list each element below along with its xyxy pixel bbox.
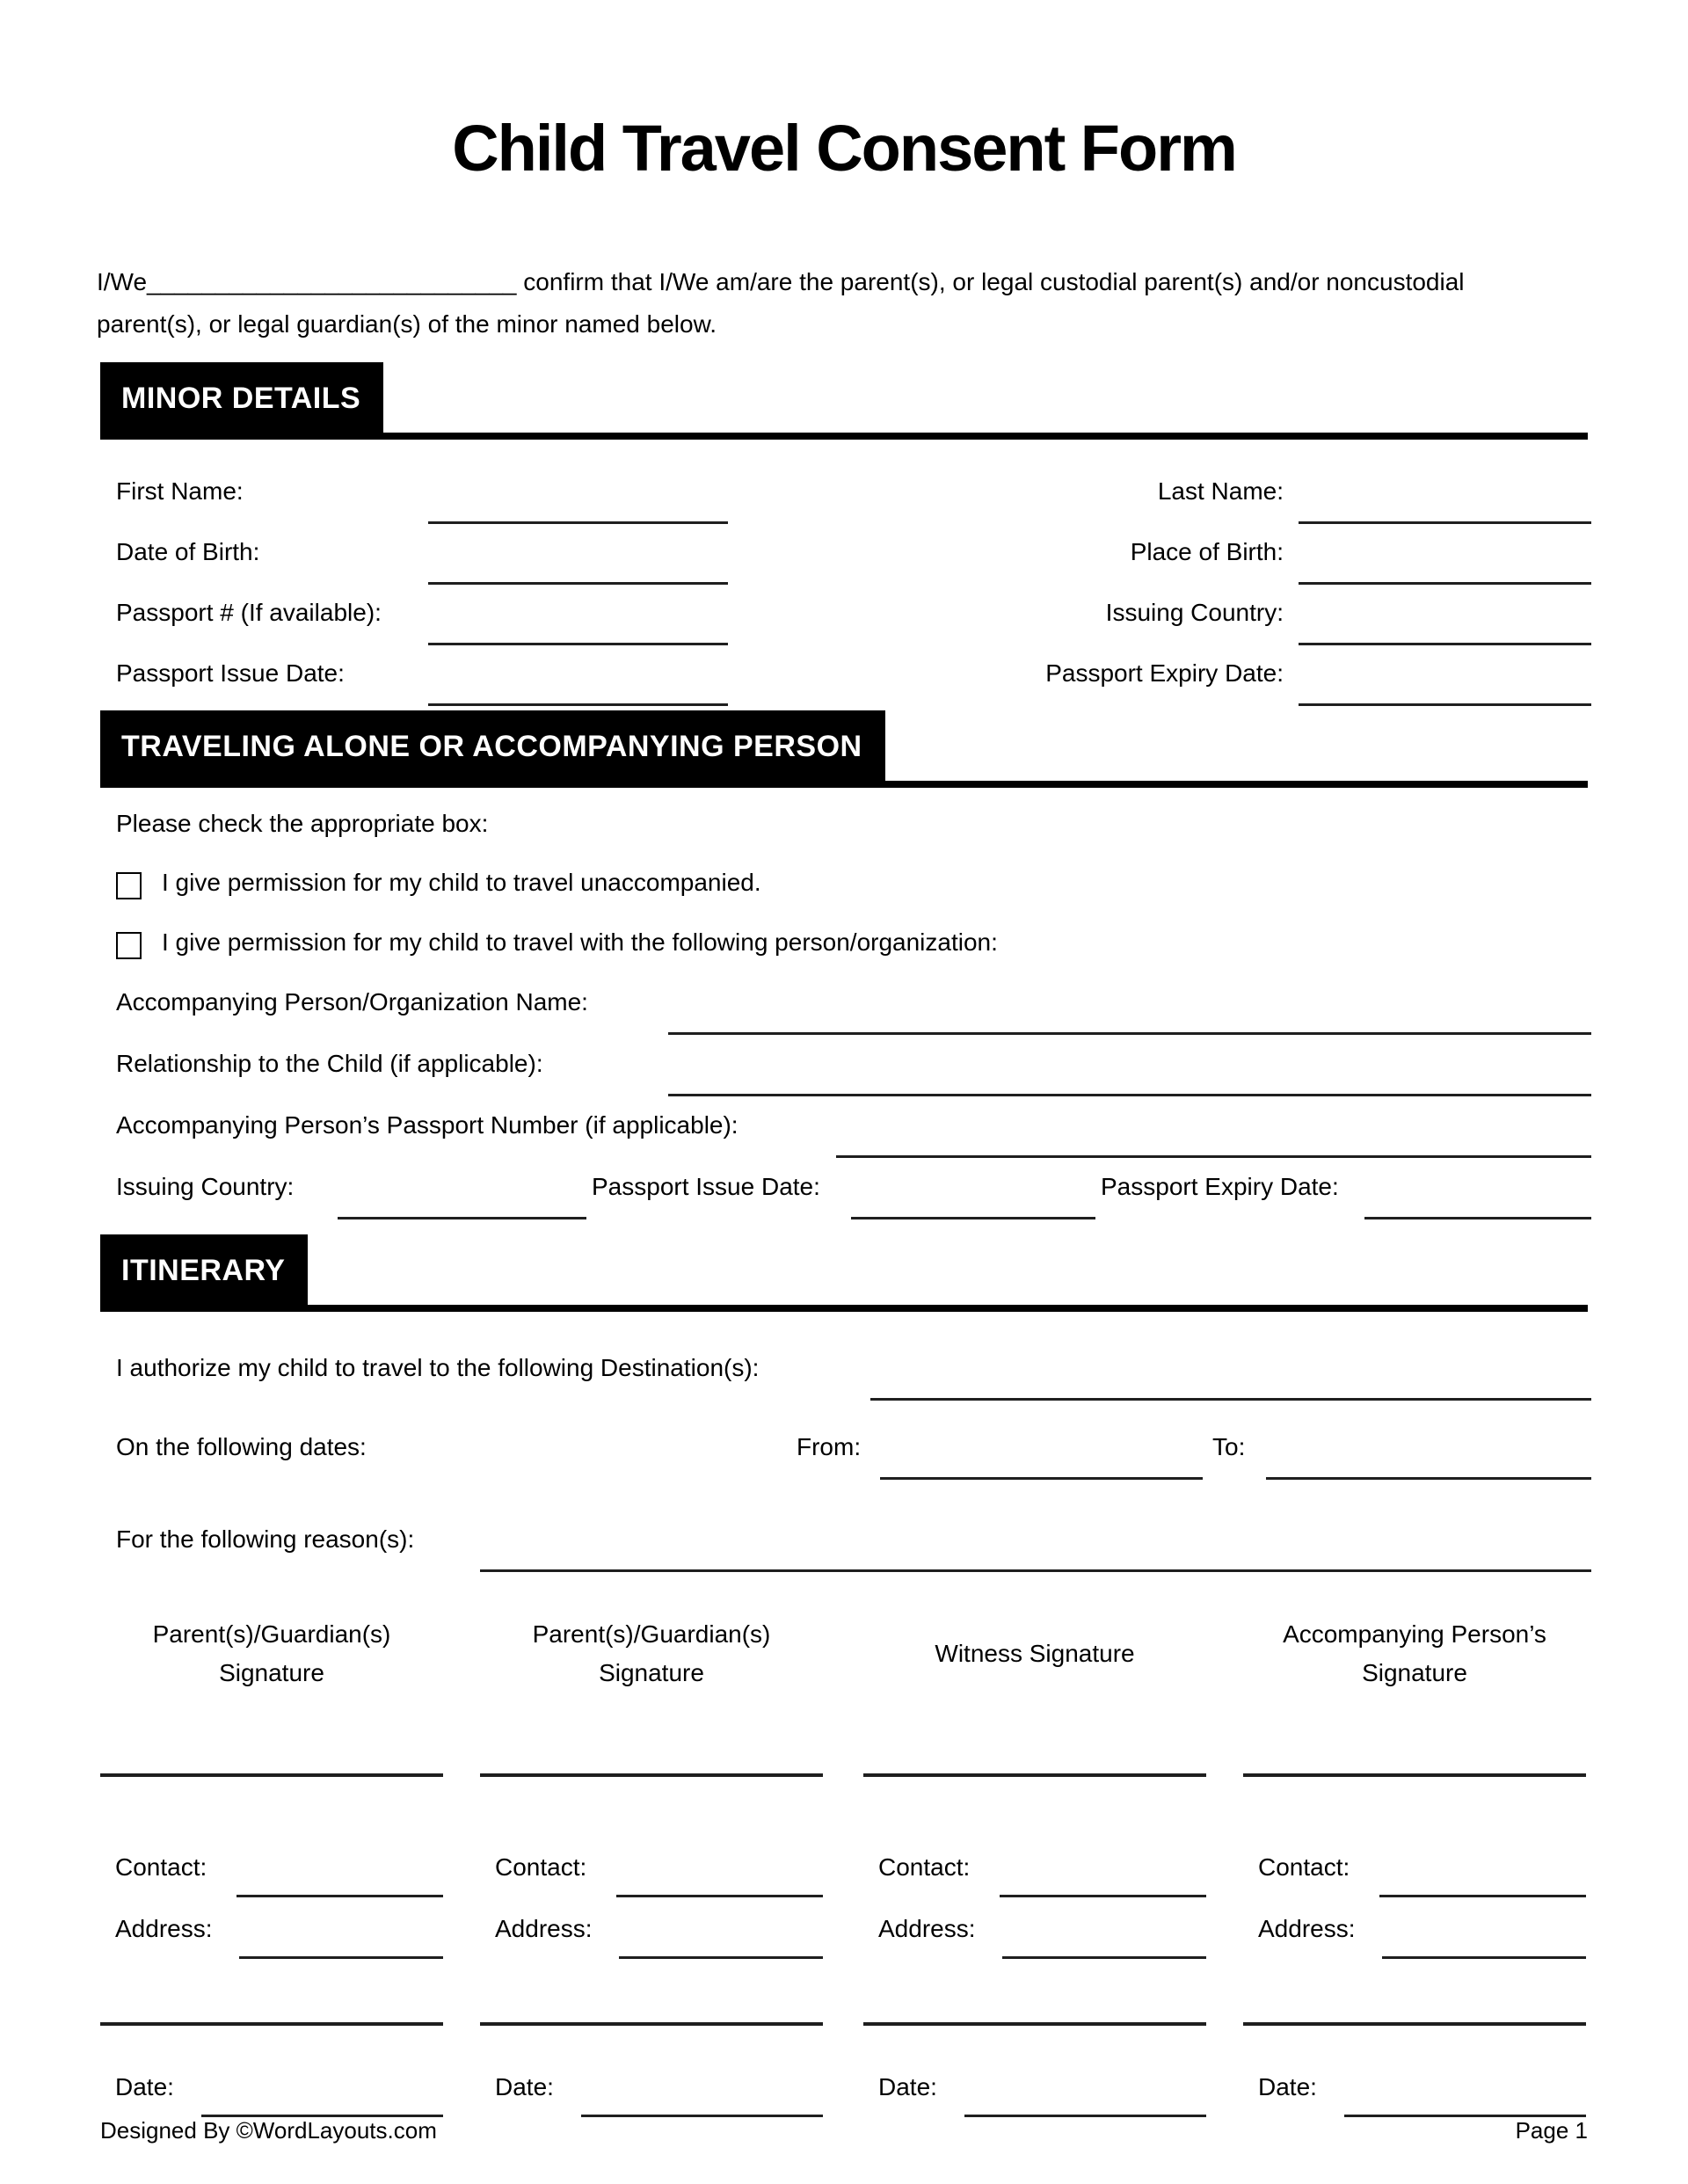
relationship-label: Relationship to the Child (if applicable): bbox=[116, 1050, 543, 1077]
footer-credit: Designed By ©WordLayouts.com bbox=[100, 2117, 437, 2144]
parent2-contact-field[interactable] bbox=[616, 1853, 823, 1897]
witness-signature-header: Witness Signature bbox=[935, 1640, 1135, 1667]
relationship-field[interactable] bbox=[668, 1050, 1591, 1096]
last-name-field[interactable] bbox=[1299, 477, 1591, 524]
witness-second-line[interactable] bbox=[863, 2022, 1206, 2026]
intro-paragraph bbox=[97, 261, 1465, 346]
passport-number-field[interactable] bbox=[428, 599, 728, 645]
witness-signature-line[interactable] bbox=[863, 1773, 1206, 1777]
passport-expiry-date-label: Passport Expiry Date: bbox=[1045, 659, 1284, 687]
parent1-signature-header: Parent(s)/Guardian(s) Signature bbox=[152, 1620, 391, 1686]
row-destination bbox=[116, 1354, 1591, 1403]
org-name-label: Accompanying Person/Organization Name: bbox=[116, 988, 588, 1016]
address-label: Address: bbox=[115, 1915, 213, 1942]
first-name-label: First Name: bbox=[116, 477, 244, 505]
row-passport-dates bbox=[116, 659, 1591, 709]
destination-label: I authorize my child to travel to the following Destination(s): bbox=[116, 1354, 760, 1381]
page-number: Page 1 bbox=[1515, 2117, 1588, 2144]
parent2-contact-row bbox=[480, 1853, 823, 1899]
acc-issuing-country-label: Issuing Country: bbox=[116, 1173, 295, 1200]
signature-column-witness bbox=[863, 1605, 1206, 2150]
accompanying-date-field[interactable] bbox=[1344, 2073, 1586, 2117]
accompanying-signature-line[interactable] bbox=[1243, 1773, 1586, 1777]
date-to-field[interactable] bbox=[1266, 1433, 1591, 1480]
accompanying-contact-row bbox=[1243, 1853, 1586, 1899]
travel-unaccompanied-checkbox[interactable] bbox=[116, 872, 142, 899]
contact-label: Contact: bbox=[878, 1853, 971, 1881]
parent1-address-field[interactable] bbox=[239, 1915, 443, 1959]
parent1-address-row bbox=[100, 1915, 443, 1961]
accompanying-contact-field[interactable] bbox=[1379, 1853, 1586, 1897]
reason-field[interactable] bbox=[480, 1525, 1591, 1572]
witness-contact-field[interactable] bbox=[1000, 1853, 1206, 1897]
section-heading-minor-details: MINOR DETAILS bbox=[100, 362, 383, 440]
date-to-label: To: bbox=[1212, 1433, 1246, 1460]
signature-column-parent2 bbox=[480, 1605, 823, 2150]
passport-issue-date-field[interactable] bbox=[428, 659, 728, 706]
parent1-date-row bbox=[100, 2073, 443, 2119]
contact-label: Contact: bbox=[1258, 1853, 1350, 1881]
parent2-second-line[interactable] bbox=[480, 2022, 823, 2026]
reason-label: For the following reason(s): bbox=[116, 1525, 415, 1553]
first-name-field[interactable] bbox=[428, 477, 728, 524]
date-label: Date: bbox=[1258, 2073, 1317, 2100]
accompanying-signature-header: Accompanying Person’s Signature bbox=[1283, 1620, 1546, 1686]
signature-column-parent1 bbox=[100, 1605, 443, 2150]
intro-line-2: parent(s), or legal guardian(s) of the minor named below. bbox=[97, 310, 717, 338]
accompanying-address-field[interactable] bbox=[1382, 1915, 1586, 1959]
date-from-label: From: bbox=[797, 1433, 862, 1460]
issuing-country-label: Issuing Country: bbox=[1105, 599, 1284, 626]
row-org-name bbox=[116, 988, 1591, 1037]
accompanying-date-row bbox=[1243, 2073, 1586, 2119]
acc-issue-date-field[interactable] bbox=[851, 1173, 1095, 1219]
row-reason bbox=[116, 1525, 1591, 1575]
travel-accompanied-checkbox[interactable] bbox=[116, 932, 142, 959]
parent2-date-field[interactable] bbox=[581, 2073, 823, 2117]
contact-label: Contact: bbox=[495, 1853, 587, 1881]
travel-dates-label: On the following dates: bbox=[116, 1433, 367, 1460]
row-birth bbox=[116, 538, 1591, 587]
section-header-traveling bbox=[100, 710, 1588, 788]
section-heading-traveling: TRAVELING ALONE OR ACCOMPANYING PERSON bbox=[100, 710, 885, 788]
travel-accompanied-label: I give permission for my child to travel with the following person/organization: bbox=[162, 928, 998, 956]
row-travel-dates bbox=[116, 1433, 1591, 1482]
parent1-signature-line[interactable] bbox=[100, 1773, 443, 1777]
last-name-label: Last Name: bbox=[1157, 477, 1284, 505]
signature-column-accompanying bbox=[1243, 1605, 1586, 2150]
witness-contact-row bbox=[863, 1853, 1206, 1899]
parent2-address-field[interactable] bbox=[619, 1915, 823, 1959]
accompanying-second-line[interactable] bbox=[1243, 2022, 1586, 2026]
row-accompanying-passport bbox=[116, 1111, 1591, 1161]
date-label: Date: bbox=[495, 2073, 554, 2100]
section-heading-itinerary: ITINERARY bbox=[100, 1234, 308, 1312]
date-label: Date: bbox=[878, 2073, 937, 2100]
date-of-birth-field[interactable] bbox=[428, 538, 728, 585]
parent2-date-row bbox=[480, 2073, 823, 2119]
witness-date-field[interactable] bbox=[964, 2073, 1206, 2117]
row-name bbox=[116, 477, 1591, 527]
date-from-field[interactable] bbox=[880, 1433, 1203, 1480]
accompanying-address-row bbox=[1243, 1915, 1586, 1961]
issuing-country-field[interactable] bbox=[1299, 599, 1591, 645]
parent1-date-field[interactable] bbox=[201, 2073, 443, 2117]
parent1-contact-row bbox=[100, 1853, 443, 1899]
address-label: Address: bbox=[1258, 1915, 1356, 1942]
parent2-address-row bbox=[480, 1915, 823, 1961]
passport-issue-date-label: Passport Issue Date: bbox=[116, 659, 345, 687]
parent1-second-line[interactable] bbox=[100, 2022, 443, 2026]
accompanying-passport-label: Accompanying Person’s Passport Number (if applicable): bbox=[116, 1111, 738, 1139]
org-name-field[interactable] bbox=[668, 988, 1591, 1035]
acc-expiry-date-field[interactable] bbox=[1364, 1173, 1591, 1219]
witness-address-row bbox=[863, 1915, 1206, 1961]
accompanying-passport-field[interactable] bbox=[836, 1111, 1591, 1158]
travel-unaccompanied-label: I give permission for my child to travel unaccompanied. bbox=[162, 869, 761, 896]
place-of-birth-label: Place of Birth: bbox=[1130, 538, 1284, 565]
section-header-itinerary bbox=[100, 1234, 1588, 1312]
address-label: Address: bbox=[495, 1915, 593, 1942]
page-title: Child Travel Consent Form bbox=[452, 112, 1236, 185]
row-relationship bbox=[116, 1050, 1591, 1099]
contact-label: Contact: bbox=[115, 1853, 207, 1881]
passport-expiry-date-field[interactable] bbox=[1299, 659, 1591, 706]
section-rule bbox=[100, 1305, 1588, 1312]
row-accompanying-passport-dates bbox=[116, 1173, 1591, 1222]
section-header-minor-details bbox=[100, 362, 1588, 440]
acc-issuing-country-field[interactable] bbox=[338, 1173, 586, 1219]
address-label: Address: bbox=[878, 1915, 976, 1942]
date-label: Date: bbox=[115, 2073, 174, 2100]
date-of-birth-label: Date of Birth: bbox=[116, 538, 260, 565]
acc-issue-date-label: Passport Issue Date: bbox=[592, 1173, 820, 1200]
witness-address-field[interactable] bbox=[1002, 1915, 1206, 1959]
checkbox-instruction: Please check the appropriate box: bbox=[116, 810, 489, 837]
parent2-signature-line[interactable] bbox=[480, 1773, 823, 1777]
passport-number-label: Passport # (If available): bbox=[116, 599, 382, 626]
parent2-signature-header: Parent(s)/Guardian(s) Signature bbox=[532, 1620, 771, 1686]
acc-expiry-date-label: Passport Expiry Date: bbox=[1101, 1173, 1339, 1200]
intro-line-1: I/We___________________________ confirm that I/We am/are the parent(s), or legal custodial parent(s) and/or noncustodial bbox=[97, 268, 1465, 295]
destination-field[interactable] bbox=[870, 1354, 1591, 1401]
row-passport bbox=[116, 599, 1591, 648]
parent1-contact-field[interactable] bbox=[236, 1853, 443, 1897]
witness-date-row bbox=[863, 2073, 1206, 2119]
place-of-birth-field[interactable] bbox=[1299, 538, 1591, 585]
